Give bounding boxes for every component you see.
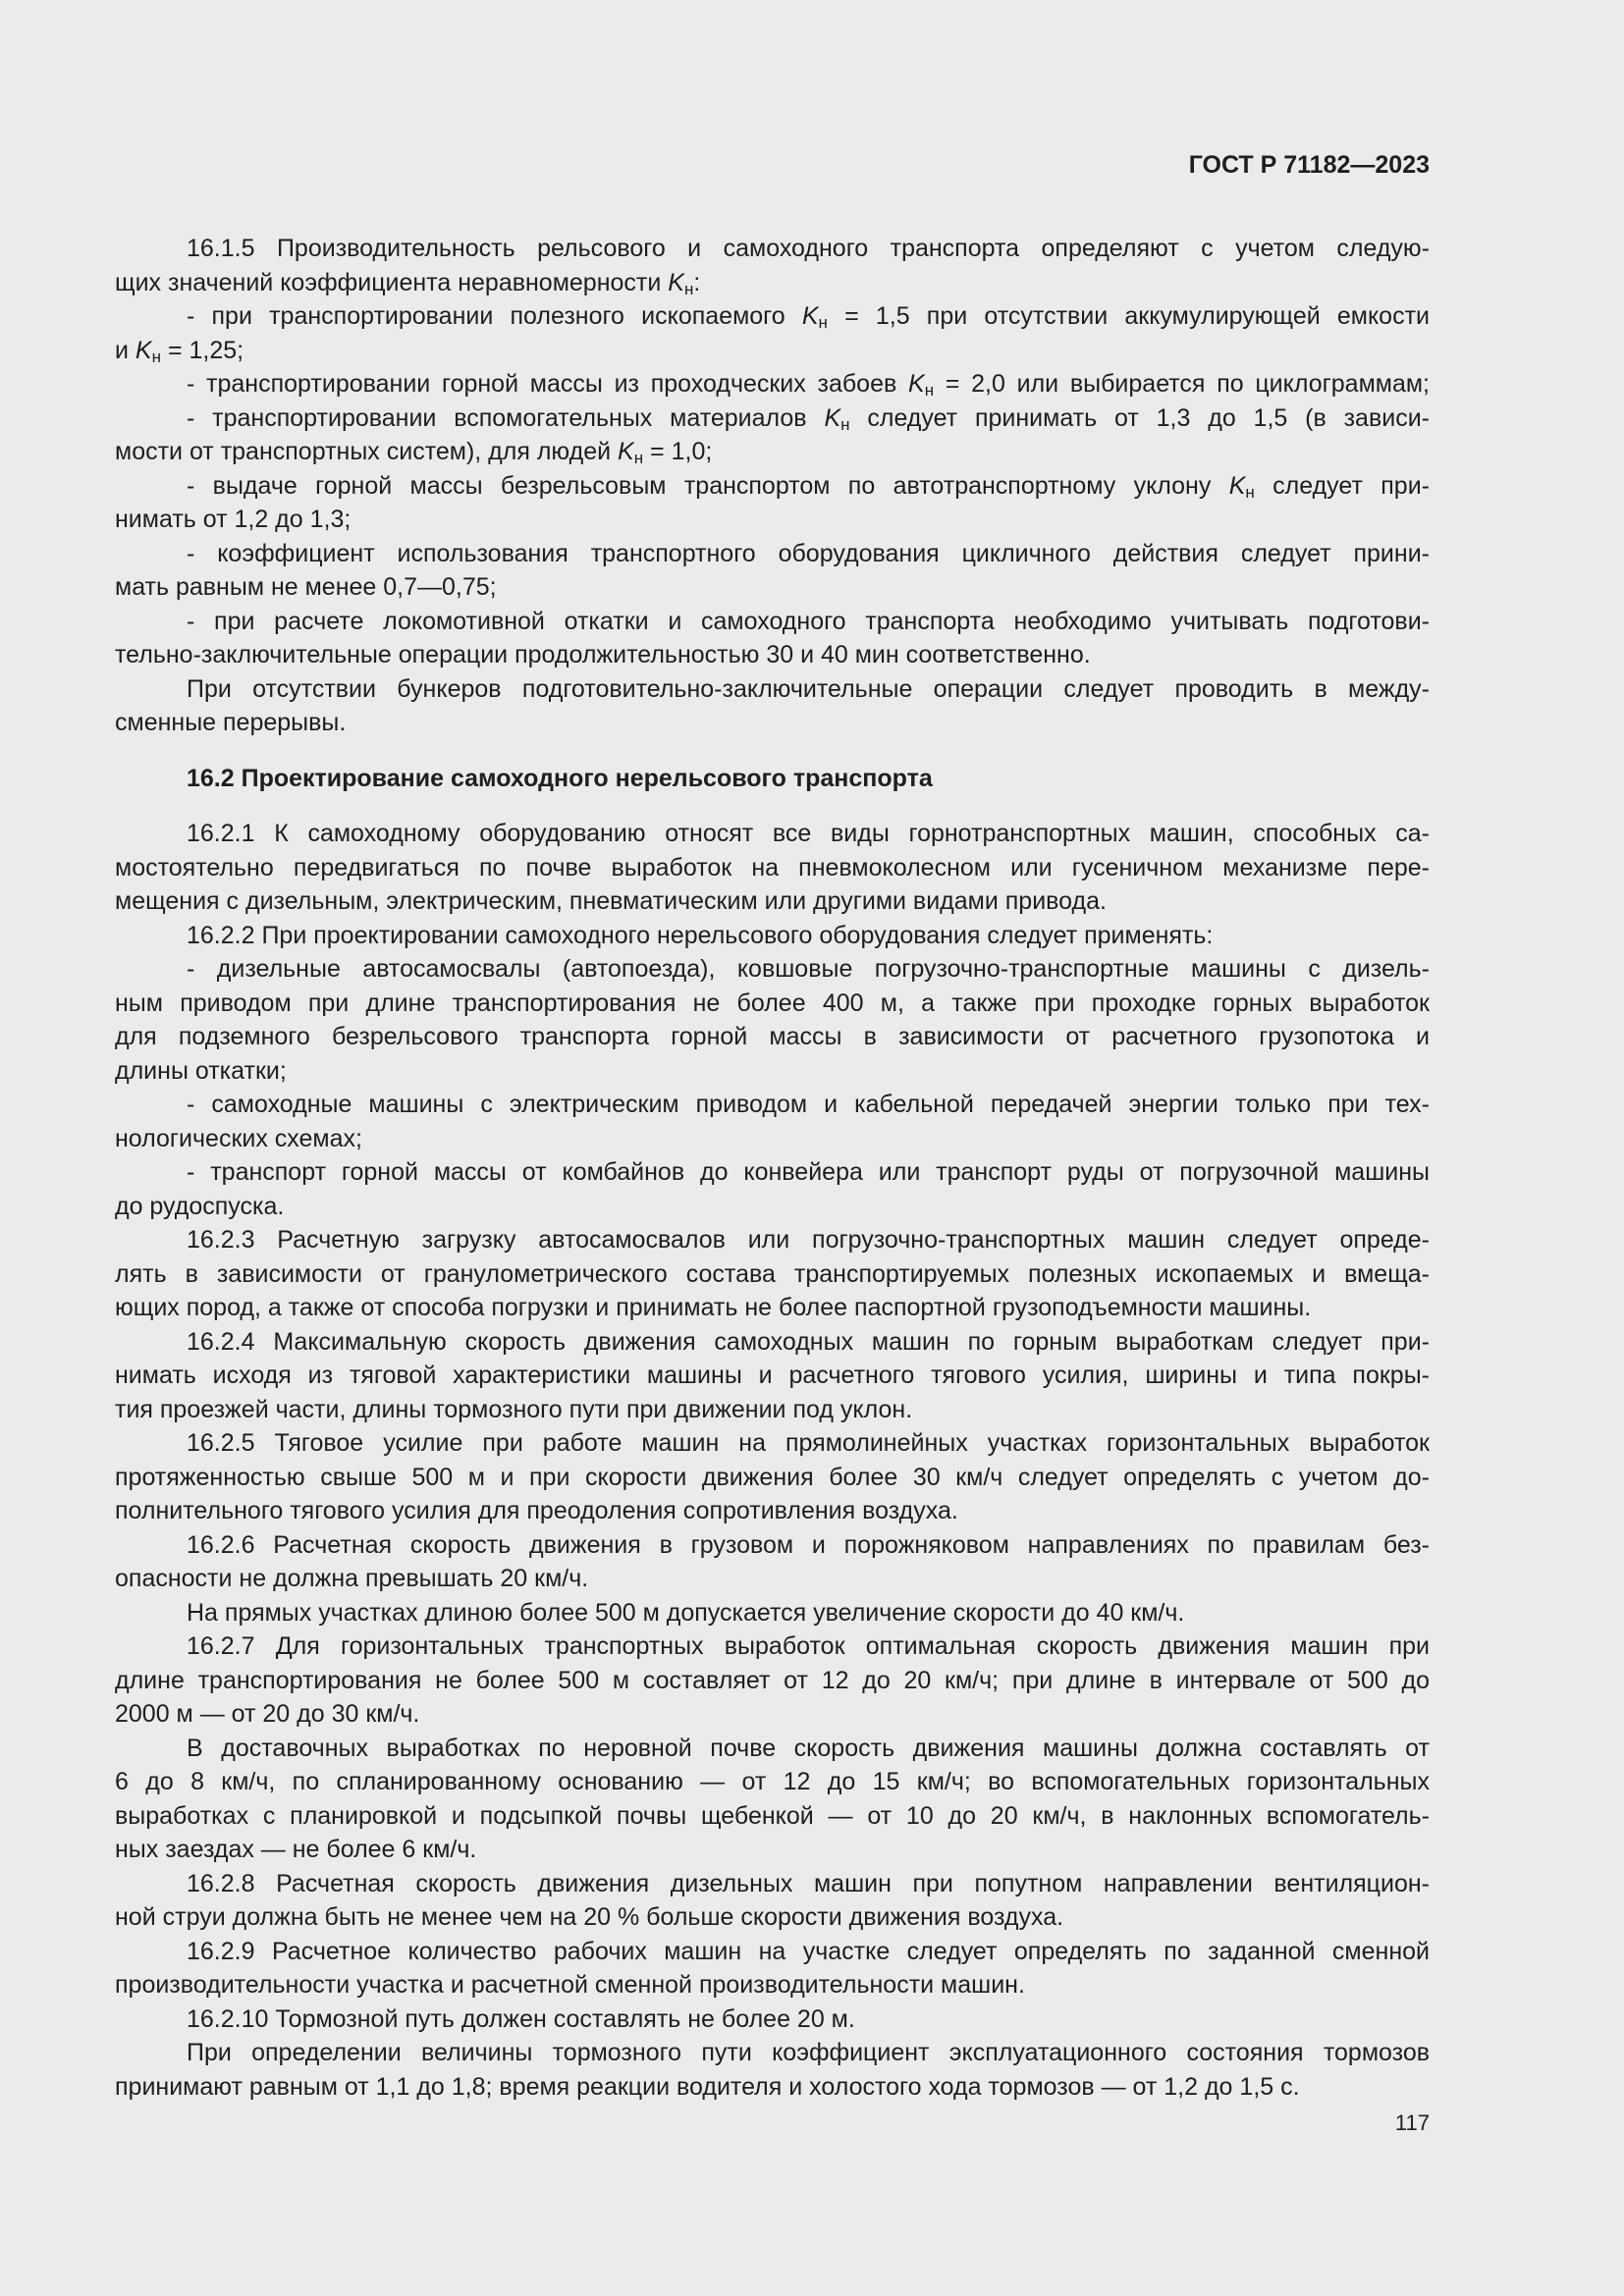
text-line: 16.2.9 Расчетное количество рабочих машин на участке следует определять по заданной сменной bbox=[187, 1937, 1430, 1965]
text-line bbox=[115, 367, 1430, 401]
text-line: 16.2.5 Тяговое усилие при работе машин на прямолинейных участках горизонтальных выработок bbox=[187, 1429, 1430, 1457]
k-coefficient-symbol: $K_н$ bbox=[135, 336, 161, 366]
text-line: до рудоспуска. bbox=[115, 1192, 285, 1220]
text-line: мать равным не менее 0,7—0,75; bbox=[115, 573, 497, 601]
text-line: 16.2.2 При проектировании самоходного нерельсового оборудования следует применять: bbox=[187, 921, 1214, 949]
text-line: 16.2.3 Расчетную загрузку автосамосвалов или погрузочно-транспортных машин следует опреде- bbox=[187, 1226, 1430, 1254]
text-line: протяженностью свыше 500 м и при скорости движения более 30 км/ч следует определять с учетом до- bbox=[115, 1463, 1430, 1491]
text-fragment: - транспортировании вспомогательных материалов bbox=[187, 403, 825, 432]
text-line: нимать от 1,2 до 1,3; bbox=[115, 506, 352, 533]
page-number: 117 bbox=[1394, 2110, 1430, 2135]
document-page bbox=[115, 145, 1430, 2140]
text-line: нологических схемах; bbox=[115, 1124, 362, 1152]
text-fragment: щих значений коэффициента неравномерности bbox=[115, 268, 669, 296]
text-fragment: мости от транспортных систем), для людей bbox=[115, 438, 619, 465]
text-fragment: : bbox=[693, 268, 701, 296]
section-16-1-5 bbox=[115, 232, 1430, 740]
text-line bbox=[115, 435, 1430, 469]
text-fragment: следует принимать от 1,3 до 1,5 (в зависи- bbox=[849, 403, 1430, 432]
text-fragment: следует при- bbox=[1254, 471, 1430, 500]
text-line: 6 до 8 км/ч, по спланированному основанию — от 12 до 15 км/ч; во вспомогательных горизонтальных bbox=[115, 1768, 1430, 1795]
text-line: - при расчете локомотивной откатки и самоходного транспорта необходимо учитывать подготови- bbox=[187, 607, 1430, 635]
text-line: для подземного безрельсового транспорта горной массы в зависимости от расчетного грузопотока и bbox=[115, 1023, 1430, 1050]
text-line: 2000 м — от 20 до 30 км/ч. bbox=[115, 1700, 420, 1728]
text-line: мещения с дизельным, электрическим, пневматическим или другими видами привода. bbox=[115, 887, 1107, 915]
text-fragment: = 1,25; bbox=[161, 336, 244, 364]
text-fragment: и bbox=[115, 336, 135, 364]
text-line: 16.1.5 Производительность рельсового и самоходного транспорта определяют с учетом следую- bbox=[187, 235, 1430, 262]
text-line: длине транспортирования не более 500 м составляет от 12 до 20 км/ч; при длине в интервале от 500 до bbox=[115, 1666, 1430, 1694]
text-line: ных заездах — не более 6 км/ч. bbox=[115, 1836, 477, 1863]
text-line: В доставочных выработках по неровной почве скорость движения машины должна составлять от bbox=[187, 1734, 1430, 1762]
text-line: ющих пород, а также от способа погрузки и принимать не более паспортной грузоподъемности машины. bbox=[115, 1294, 1312, 1321]
text-fragment: = 1,0; bbox=[643, 438, 713, 465]
text-fragment: = 1,5 при отсутствии аккумулирующей емкости bbox=[827, 302, 1430, 330]
text-line: опасности не должна превышать 20 км/ч. bbox=[115, 1565, 589, 1592]
text-line: тия проезжей части, длины тормозного пути при движении под уклон. bbox=[115, 1395, 913, 1423]
text-line: принимают равным от 1,1 до 1,8; время реакции водителя и холостого хода тормозов — от 1,2 до 1,5 с. bbox=[115, 2072, 1300, 2101]
text-line: На прямых участках длиною более 500 м допускается увеличение скорости до 40 км/ч. bbox=[187, 1598, 1185, 1627]
k-coefficient-symbol: $K_н$ bbox=[1228, 471, 1255, 502]
text-line: нимать исходя из тяговой характеристики машины и расчетного тягового усилия, ширины и типа покры- bbox=[115, 1362, 1430, 1389]
text-line: лять в зависимости от гранулометрического состава транспортируемых полезных ископаемых и вмеща- bbox=[115, 1259, 1430, 1288]
text-line: полнительного тягового усилия для преодоления сопротивления воздуха. bbox=[115, 1497, 958, 1524]
text-line: 16.2.10 Тормозной путь должен составлять не более 20 м. bbox=[187, 2004, 855, 2033]
text-line: 16.2.4 Максимальную скорость движения самоходных машин по горным выработкам следует при- bbox=[187, 1327, 1430, 1356]
text-line: При отсутствии бункеров подготовительно-заключительные операции следует проводить в между- bbox=[187, 674, 1430, 703]
text-line bbox=[115, 299, 1430, 334]
text-line bbox=[115, 266, 1430, 300]
k-coefficient-symbol: $K_н$ bbox=[801, 302, 828, 332]
text-line: 16.2.7 Для горизонтальных транспортных выработок оптимальная скорость движения машин при bbox=[187, 1632, 1430, 1660]
text-line: сменные перерывы. bbox=[115, 709, 347, 736]
text-line: При определении величины тормозного пути коэффициент эксплуатационного состояния тормозов bbox=[187, 2039, 1430, 2066]
text-line: выработках с планировкой и подсыпкой почвы щебенкой — от 10 до 20 км/ч, в наклонных вспомогатель- bbox=[115, 1801, 1430, 1830]
text-line: - транспорт горной массы от комбайнов до конвейера или транспорт руды от погрузочной машины bbox=[187, 1158, 1430, 1186]
text-fragment: - при транспортировании полезного ископаемого bbox=[187, 302, 802, 330]
text-line: ным приводом при длине транспортирования не более 400 м, а также при проходке горных выработок bbox=[115, 988, 1430, 1017]
text-line: - дизельные автосамосвалы (автопоезда), ковшовые погрузочно-транспортные машины с дизель- bbox=[187, 955, 1430, 983]
text-line: - самоходные машины с электрическим приводом и кабельной передачей энергии только при тех- bbox=[187, 1091, 1430, 1118]
section-16-2-body bbox=[115, 817, 1430, 2104]
text-line: 16.2.1 К самоходному оборудованию относят все виды горнотранспортных машин, способных са- bbox=[187, 820, 1430, 847]
document-header: ГОСТ Р 71182—2023 bbox=[1188, 151, 1430, 179]
k-coefficient-symbol: $K_н$ bbox=[618, 438, 644, 467]
text-line: длины откатки; bbox=[115, 1056, 287, 1085]
k-coefficient-symbol: $K_н$ bbox=[668, 268, 694, 298]
text-line: ной струи должна быть не менее чем на 20 % больше скорости движения воздуха. bbox=[115, 1903, 1064, 1931]
k-coefficient-symbol: $K_н$ bbox=[824, 403, 850, 434]
text-fragment: = 2,0 или выбирается по циклограммам; bbox=[934, 370, 1430, 398]
text-fragment: - выдаче горной массы безрельсовым транспортом по автотранспортному уклону bbox=[187, 471, 1229, 500]
section-heading: 16.2 Проектирование самоходного нерельсового транспорта bbox=[187, 764, 933, 792]
text-line bbox=[115, 469, 1430, 504]
text-line: - коэффициент использования транспортного оборудования цикличного действия следует прини- bbox=[187, 539, 1430, 567]
text-fragment: - транспортировании горной массы из проходческих забоев bbox=[187, 370, 908, 398]
text-line: 16.2.6 Расчетная скорость движения в грузовом и порожняковом направлениях по правилам без- bbox=[187, 1530, 1430, 1559]
text-line: мостоятельно передвигаться по почве выработок на пневмоколесном или гусеничном механизме пере- bbox=[115, 853, 1430, 881]
text-line: тельно-заключительные операции продолжительностью 30 и 40 мин соответственно. bbox=[115, 641, 1091, 668]
text-line: 16.2.8 Расчетная скорость движения дизельных машин при попутном направлении вентиляцион- bbox=[187, 1869, 1430, 1897]
text-line bbox=[115, 334, 1430, 368]
text-line bbox=[115, 401, 1430, 436]
k-coefficient-symbol: $K_н$ bbox=[908, 370, 935, 400]
text-line: производительности участка и расчетной сменной производительности машин. bbox=[115, 1971, 1025, 1999]
